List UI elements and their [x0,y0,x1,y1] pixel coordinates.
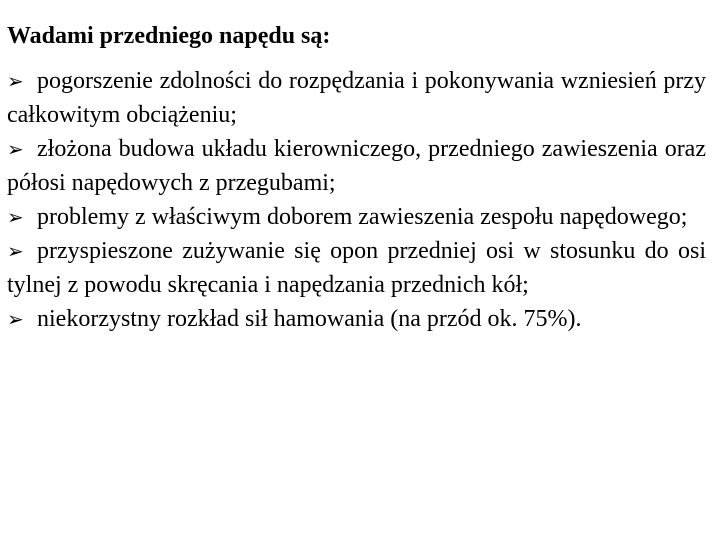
arrowhead-bullet-icon: ➢ [7,307,24,331]
bullet-list [7,64,706,336]
arrowhead-bullet-icon: ➢ [7,239,24,263]
list-item-text: pogorszenie zdolności do rozpędzania i pokonywania wzniesień przy całkowitym obciążeniu; [7,68,706,128]
list-item [7,302,706,336]
list-item [7,200,706,234]
list-item-text: niekorzystny rozkład sił hamowania (na przód ok. 75%). [37,306,582,332]
list-item-text: problemy z właściwym doborem zawieszenia zespołu napędowego; [37,204,688,230]
arrowhead-bullet-icon: ➢ [7,137,24,161]
slide-content [7,18,706,336]
list-item [7,64,706,132]
list-item [7,234,706,302]
arrowhead-bullet-icon: ➢ [7,205,24,229]
list-item [7,132,706,200]
slide-title: Wadami przedniego napędu są: [7,23,331,49]
list-item-text: przyspieszone zużywanie się opon przedniej osi w stosunku do osi tylnej z powodu skręcania i napędzania przednich kół; [7,238,706,298]
list-item-text: złożona budowa układu kierowniczego, przedniego zawieszenia oraz półosi napędowych z przegubami; [7,136,706,196]
arrowhead-bullet-icon: ➢ [7,69,24,93]
